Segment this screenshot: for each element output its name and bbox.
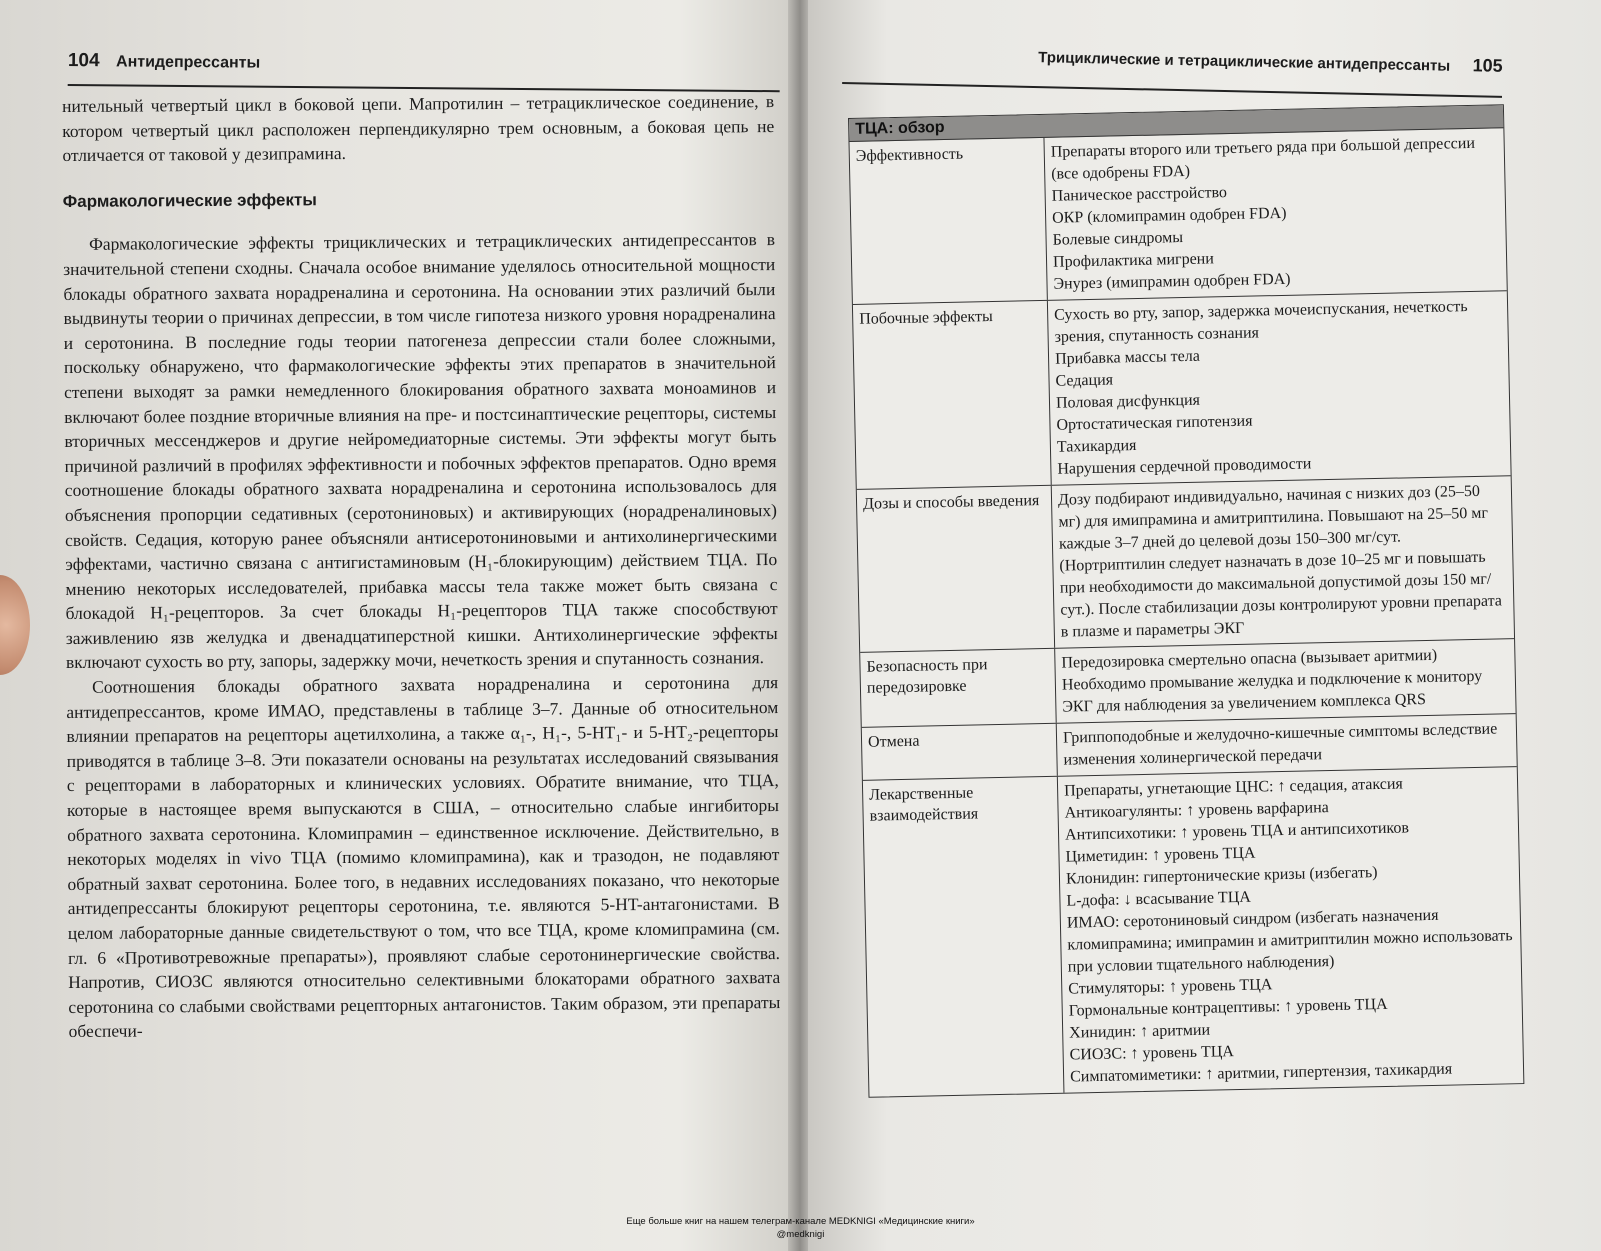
thumb-image: [0, 575, 30, 675]
table-item: Хинидин: ↑ аритмии: [1069, 1021, 1211, 1042]
right-page-number: 105: [1472, 55, 1503, 76]
section-heading: Фармакологические эффекты: [62, 190, 317, 211]
table-item: Сухость во рту, запор, задержка мочеиспускания, нечеткость зрения, спутанность сознания: [1053, 298, 1468, 346]
row-items: [1055, 639, 1515, 723]
row-label: Дозы и способы введения: [857, 486, 1055, 652]
footer-handle: @medknigi: [776, 1229, 825, 1240]
row-items: [1052, 476, 1514, 648]
row-label: Побочные эффекты: [853, 301, 1052, 489]
table-item: ИМАО: серотониновый синдром (избегать назначения кломипрамина; имипрамин и амитриптилин можно использовать при условии тщательного наблюдения): [1066, 906, 1513, 976]
left-running-title: Антидепрессанты: [115, 53, 261, 72]
table-item: Передозировка смертельно опасна (вызывает аритмии): [1061, 646, 1438, 672]
paragraph-continuation: нительный четвертый цикл в боковой цепи. Мапротилин – тетрациклическое соединение, в котором четвертый цикл расположен перпендикулярно трем основным, а боковая цепь не отличается от таковой у дезипрамина.: [62, 91, 775, 166]
table-item: Нарушения сердечной проводимости: [1057, 455, 1312, 478]
table-item: Тахикардия: [1056, 437, 1137, 456]
left-page-body: [62, 89, 781, 1044]
table-item: ОКР (кломипрамин одобрен FDA): [1051, 204, 1287, 227]
table-item: Гормональные контрацептивы: ↑ уровень ТЦА: [1068, 995, 1388, 1020]
table-row-side-effects: [853, 291, 1511, 490]
row-label: Безопасность при передозировке: [860, 649, 1057, 727]
table-item: СИОЗС: ↑ уровень ТЦА: [1069, 1043, 1235, 1064]
table-item: Паническое расстройство: [1051, 184, 1228, 205]
footer-watermark: [0, 1215, 1601, 1241]
table-item: Энурез (имипрамин одобрен FDA): [1053, 270, 1291, 293]
paragraph-reuptake: Соотношения блокады обратного захвата норадреналина и серотонина для антидепрессантов, кроме ИМАО, представлены в таблице 3–7. Данные об относительном влиянии препаратов на рецепторы ацетилхолина, а также α₁-, H₁-, 5-HT₁- и 5-HT₂-рецепторы приводятся в таблице 3–8. Эти показатели основаны на результатах исследований связывания с рецепторами в лабораторных и клинических условиях. Обратите внимание, что ТЦА, которые в настоящее время выпускаются в США, – относительно слабые ингибиторы обратного захвата серотонина. Кломипрамин – единственное исключение. Действительно, в некоторых моделях in vivo ТЦА (помимо кломипрамина), как и тразодон, не подавляют обратный захват серотонина. Более того, в недавних исследованиях показано, что некоторые антидепрессанты блокируют рецепторы серотонина, т.е. являются 5-HT-антагонистами. В целом лабораторные данные свидетельствуют о том, что все ТЦА, кроме кломипрамина (см. гл. 6 «Противотревожные препараты»), проявляют слабые серотонинергические свойства. Напротив, СИОЗС являются относительно селективными блокаторами обратного захвата серотонина со слабыми свойствами рецепторных антагонистов. Таким образом, эти препараты обеспечи-: [66, 672, 781, 1042]
table-row-dosing: [857, 476, 1514, 653]
table-item: Болевые синдромы: [1052, 229, 1184, 249]
table-item: Симпатомиметики: ↑ аритмии, гипертензия, тахикардия: [1069, 1060, 1453, 1086]
row-items: [1044, 128, 1506, 300]
table-row-interactions: [863, 767, 1523, 1097]
footer-line: Еще больше книг на нашем телеграм-канале MEDKNIGI «Медицинские книги»: [626, 1216, 975, 1227]
table-row-efficacy: [850, 128, 1507, 305]
left-page-number: 104: [67, 50, 100, 72]
table-item: Антикоагулянты: ↑ уровень варфарина: [1064, 799, 1329, 822]
table-item: Стимуляторы: ↑ уровень ТЦА: [1068, 976, 1273, 998]
left-page: [0, 0, 800, 1251]
left-page-header: [68, 50, 780, 92]
table-item: Седация: [1055, 371, 1114, 390]
row-label: Отмена: [862, 724, 1058, 780]
table-item: Ортостатическая гипотензия: [1056, 412, 1253, 434]
table-item: Прибавка массы тела: [1054, 347, 1201, 368]
tca-overview-table: [848, 104, 1524, 1098]
table-item: Антипсихотики: ↑ уровень ТЦА и антипсихотиков: [1064, 819, 1410, 844]
row-items: [1058, 767, 1524, 1093]
table-item: Препараты, угнетающие ЦНС: ↑ седация, атаксия: [1063, 775, 1403, 800]
row-label: Эффективность: [850, 138, 1048, 304]
table-row-overdose: [860, 639, 1515, 728]
row-label: Лекарственные взаимодействия: [863, 777, 1065, 1097]
row-items: [1057, 714, 1517, 776]
row-items: [1048, 291, 1511, 485]
table-item: Гриппоподобные и желудочно-кишечные симптомы вследствие изменения холинергической передачи: [1062, 720, 1498, 769]
right-page: [808, 0, 1601, 1251]
table-item: Необходимо промывание желудка и подключение к монитору ЭКГ для наблюдения за увеличением комплекса QRS: [1061, 667, 1483, 716]
table-item: Дозу подбирают индивидуально, начиная с низких доз (25–50 мг) для имипрамина и амитриптилина. Повышают на 25–50 мг каждые 3–7 дней до целевой дозы 150–300 мг/сут. (Нортриптилин следует назначать в дозе 10–25 мг и повышать при необходимости до максимальной допустимой дозы 150 мг/сут.). После стабилизации дозы контролируют уровни препарата в плазме и параметры ЭКГ: [1057, 482, 1503, 641]
table-item: Половая дисфункция: [1055, 391, 1201, 412]
table-item: Клонидин: гипертонические кризы (избегать): [1065, 864, 1378, 888]
right-running-title: Трициклические и тетрациклические антидепрессанты: [1038, 49, 1451, 75]
table-title: ТЦА: обзор: [849, 105, 1503, 142]
paragraph-pharmacology: Фармакологические эффекты трициклических и тетрациклических антидепрессантов в значительной степени сходны. Сначала особое внимание уделялось относительной мощности блокады обратного захвата норадреналина и серотонина. На основании этих различий были выдвинуты теории о причинах депрессии, в том числе гипотеза низкого уровня норадреналина и серотонина. В последние годы теории патогенеза депрессии стали более сложными, поскольку обнаружено, что фармакологические эффекты этих препаратов в значительной степени выходят за рамки немедленного блокирования обратного захвата моноаминов и включают более поздние вторичные влияния на пре- и постсинаптические рецепторы, системы вторичных мессенджеров и другие нейромедиаторные системы. Эти эффекты могут быть причиной различий в профилях эффективности и побочных эффектов препаратов. Одно время соотношение блокады обратного захвата норадреналина и серотонина использовалось для объяснения пропорции седативных (серотониновых) и активирующих (норадреналиновых) свойств. Седация, которую ранее объясняли антисеротониновыми и антихолинергическими эффектами, частично связана с антигистаминовым (H₁-блокирующим) действием ТЦА. По мнению некоторых исследователей, прибавка массы тела также может быть связана с блокадой H₁-рецепторов. За счет блокады H₁-рецепторов ТЦА также способствуют заживлению язв желудка и двенадцатиперстной кишки. Антихолинергические эффекты включают сухость во рту, запоры, задержку мочи, нечеткость зрения и спутанность сознания.: [63, 229, 778, 673]
right-page-header: [842, 42, 1503, 98]
table-item: Препараты второго или третьего ряда при большой депрессии (все одобрены FDA): [1050, 134, 1476, 183]
table-item: Циметидин: ↑ уровень ТЦА: [1065, 844, 1256, 866]
table-item: L-дофа: ↓ всасывание ТЦА: [1066, 888, 1252, 910]
table-item: Профилактика мигрени: [1052, 250, 1215, 271]
